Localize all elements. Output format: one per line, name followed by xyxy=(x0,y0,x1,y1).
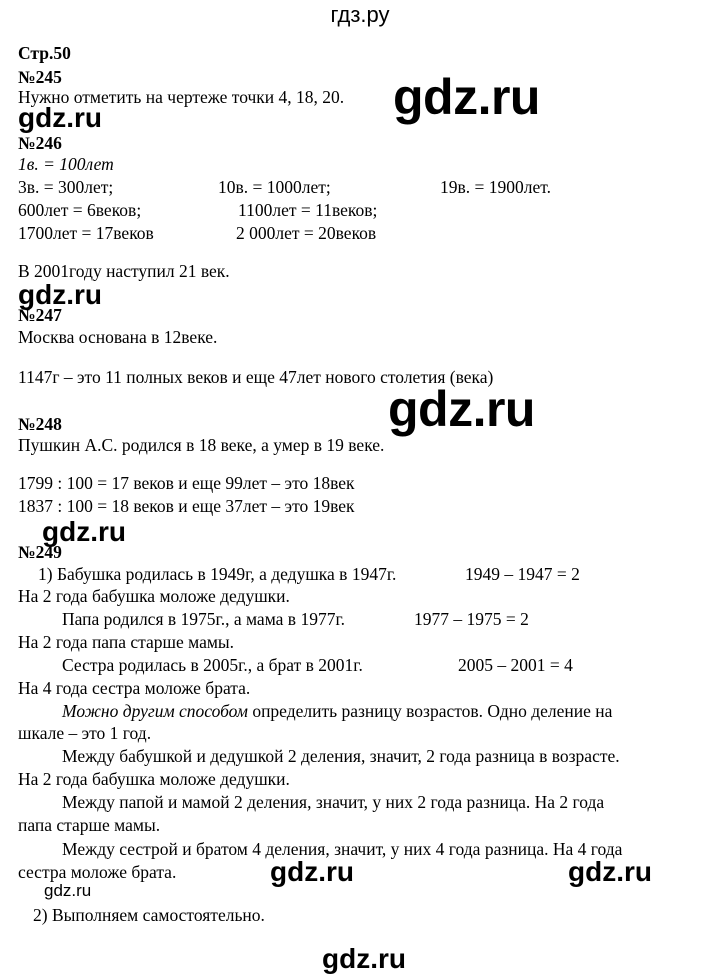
task-248-line-2: 1799 : 100 = 17 веков и еще 99лет – это 18век xyxy=(18,473,355,493)
watermark-4: gdz.ru xyxy=(388,381,535,437)
task-249-p3-c: На 4 года сестра моложе брата. xyxy=(18,678,251,698)
task-249-p2-c: На 2 года папа старше мамы. xyxy=(18,632,235,652)
task-249-m1-b: На 2 года бабушка моложе дедушки. xyxy=(18,769,290,789)
site-header: гдз.ру xyxy=(330,2,390,27)
task-246-row-3-a: 1700лет = 17веков xyxy=(18,223,154,243)
watermark-9: gdz.ru xyxy=(322,943,406,974)
task-246-row-2-a: 600лет = 6веков; xyxy=(18,200,142,220)
task-249-m3-b: сестра моложе брата. xyxy=(18,862,177,882)
task-246-row-3-b: 2 000лет = 20веков xyxy=(236,223,377,243)
task-247-line-2: 1147г – это 11 полных веков и еще 47лет нового столетия (века) xyxy=(18,367,494,387)
watermark-7: gdz.ru xyxy=(568,856,652,887)
task-246-note: В 2001году наступил 21 век. xyxy=(18,261,230,281)
task-249-number: №249 xyxy=(18,542,62,562)
task-246-row-1-b: 10в. = 1000лет; xyxy=(218,177,331,197)
task-245-text: Нужно отметить на чертеже точки 4, 18, 20. xyxy=(18,87,345,107)
watermark-6: gdz.ru xyxy=(270,856,354,887)
task-249-alt-line-2: шкале – это 1 год. xyxy=(18,723,152,743)
task-248-line-3: 1837 : 100 = 18 веков и еще 37лет – это 19век xyxy=(18,496,355,516)
watermark-2: gdz.ru xyxy=(18,102,102,133)
watermark-1: gdz.ru xyxy=(393,69,540,125)
task-245-number: №245 xyxy=(18,67,62,87)
task-249-part-2: 2) Выполняем самостоятельно. xyxy=(33,905,265,925)
page-number: Стр.50 xyxy=(18,43,71,63)
task-247-line-1: Москва основана в 12веке. xyxy=(18,327,218,347)
task-249-alt-rest: определить разницу возрастов. Одно деление на xyxy=(247,701,613,721)
task-249-p1-c: На 2 года бабушка моложе дедушки. xyxy=(18,586,290,606)
task-249-alt-italic: Можно другим способом xyxy=(62,701,248,721)
task-246-row-2-b: 1100лет = 11веков; xyxy=(238,200,378,220)
task-249-p2-b: 1977 – 1975 = 2 xyxy=(414,609,529,629)
task-249-p1-a: 1) Бабушка родилась в 1949г, а дедушка в 1947г. xyxy=(38,564,397,584)
watermark-5: gdz.ru xyxy=(42,516,126,547)
task-249-p3-b: 2005 – 2001 = 4 xyxy=(458,655,573,675)
task-249-m2-a: Между папой и мамой 2 деления, значит, у них 2 года разница. На 2 года xyxy=(62,792,605,812)
task-246-number: №246 xyxy=(18,133,62,153)
task-247-number: №247 xyxy=(18,305,62,325)
task-249-p2-a: Папа родился в 1975г., а мама в 1977г. xyxy=(62,609,346,629)
task-246-row-1-c: 19в. = 1900лет. xyxy=(440,177,551,197)
task-248-line-1: Пушкин А.С. родился в 18 веке, а умер в 19 веке. xyxy=(18,435,385,455)
watermark-8: gdz.ru xyxy=(44,881,92,900)
task-246-rule: 1в. = 100лет xyxy=(18,154,114,174)
task-249-p3-a: Сестра родилась в 2005г., а брат в 2001г. xyxy=(62,655,363,675)
task-249-m2-b: папа старше мамы. xyxy=(18,815,161,835)
task-246-row-1-a: 3в. = 300лет; xyxy=(18,177,114,197)
watermark-3: gdz.ru xyxy=(18,279,102,310)
task-249-alt-line-1 xyxy=(62,700,612,722)
task-249-m1-a: Между бабушкой и дедушкой 2 деления, значит, 2 года разница в возрасте. xyxy=(62,746,620,766)
task-248-number: №248 xyxy=(18,414,62,434)
task-249-m3-a: Между сестрой и братом 4 деления, значит, у них 4 года разница. На 4 года xyxy=(62,839,623,859)
task-249-p1-b: 1949 – 1947 = 2 xyxy=(465,564,580,584)
